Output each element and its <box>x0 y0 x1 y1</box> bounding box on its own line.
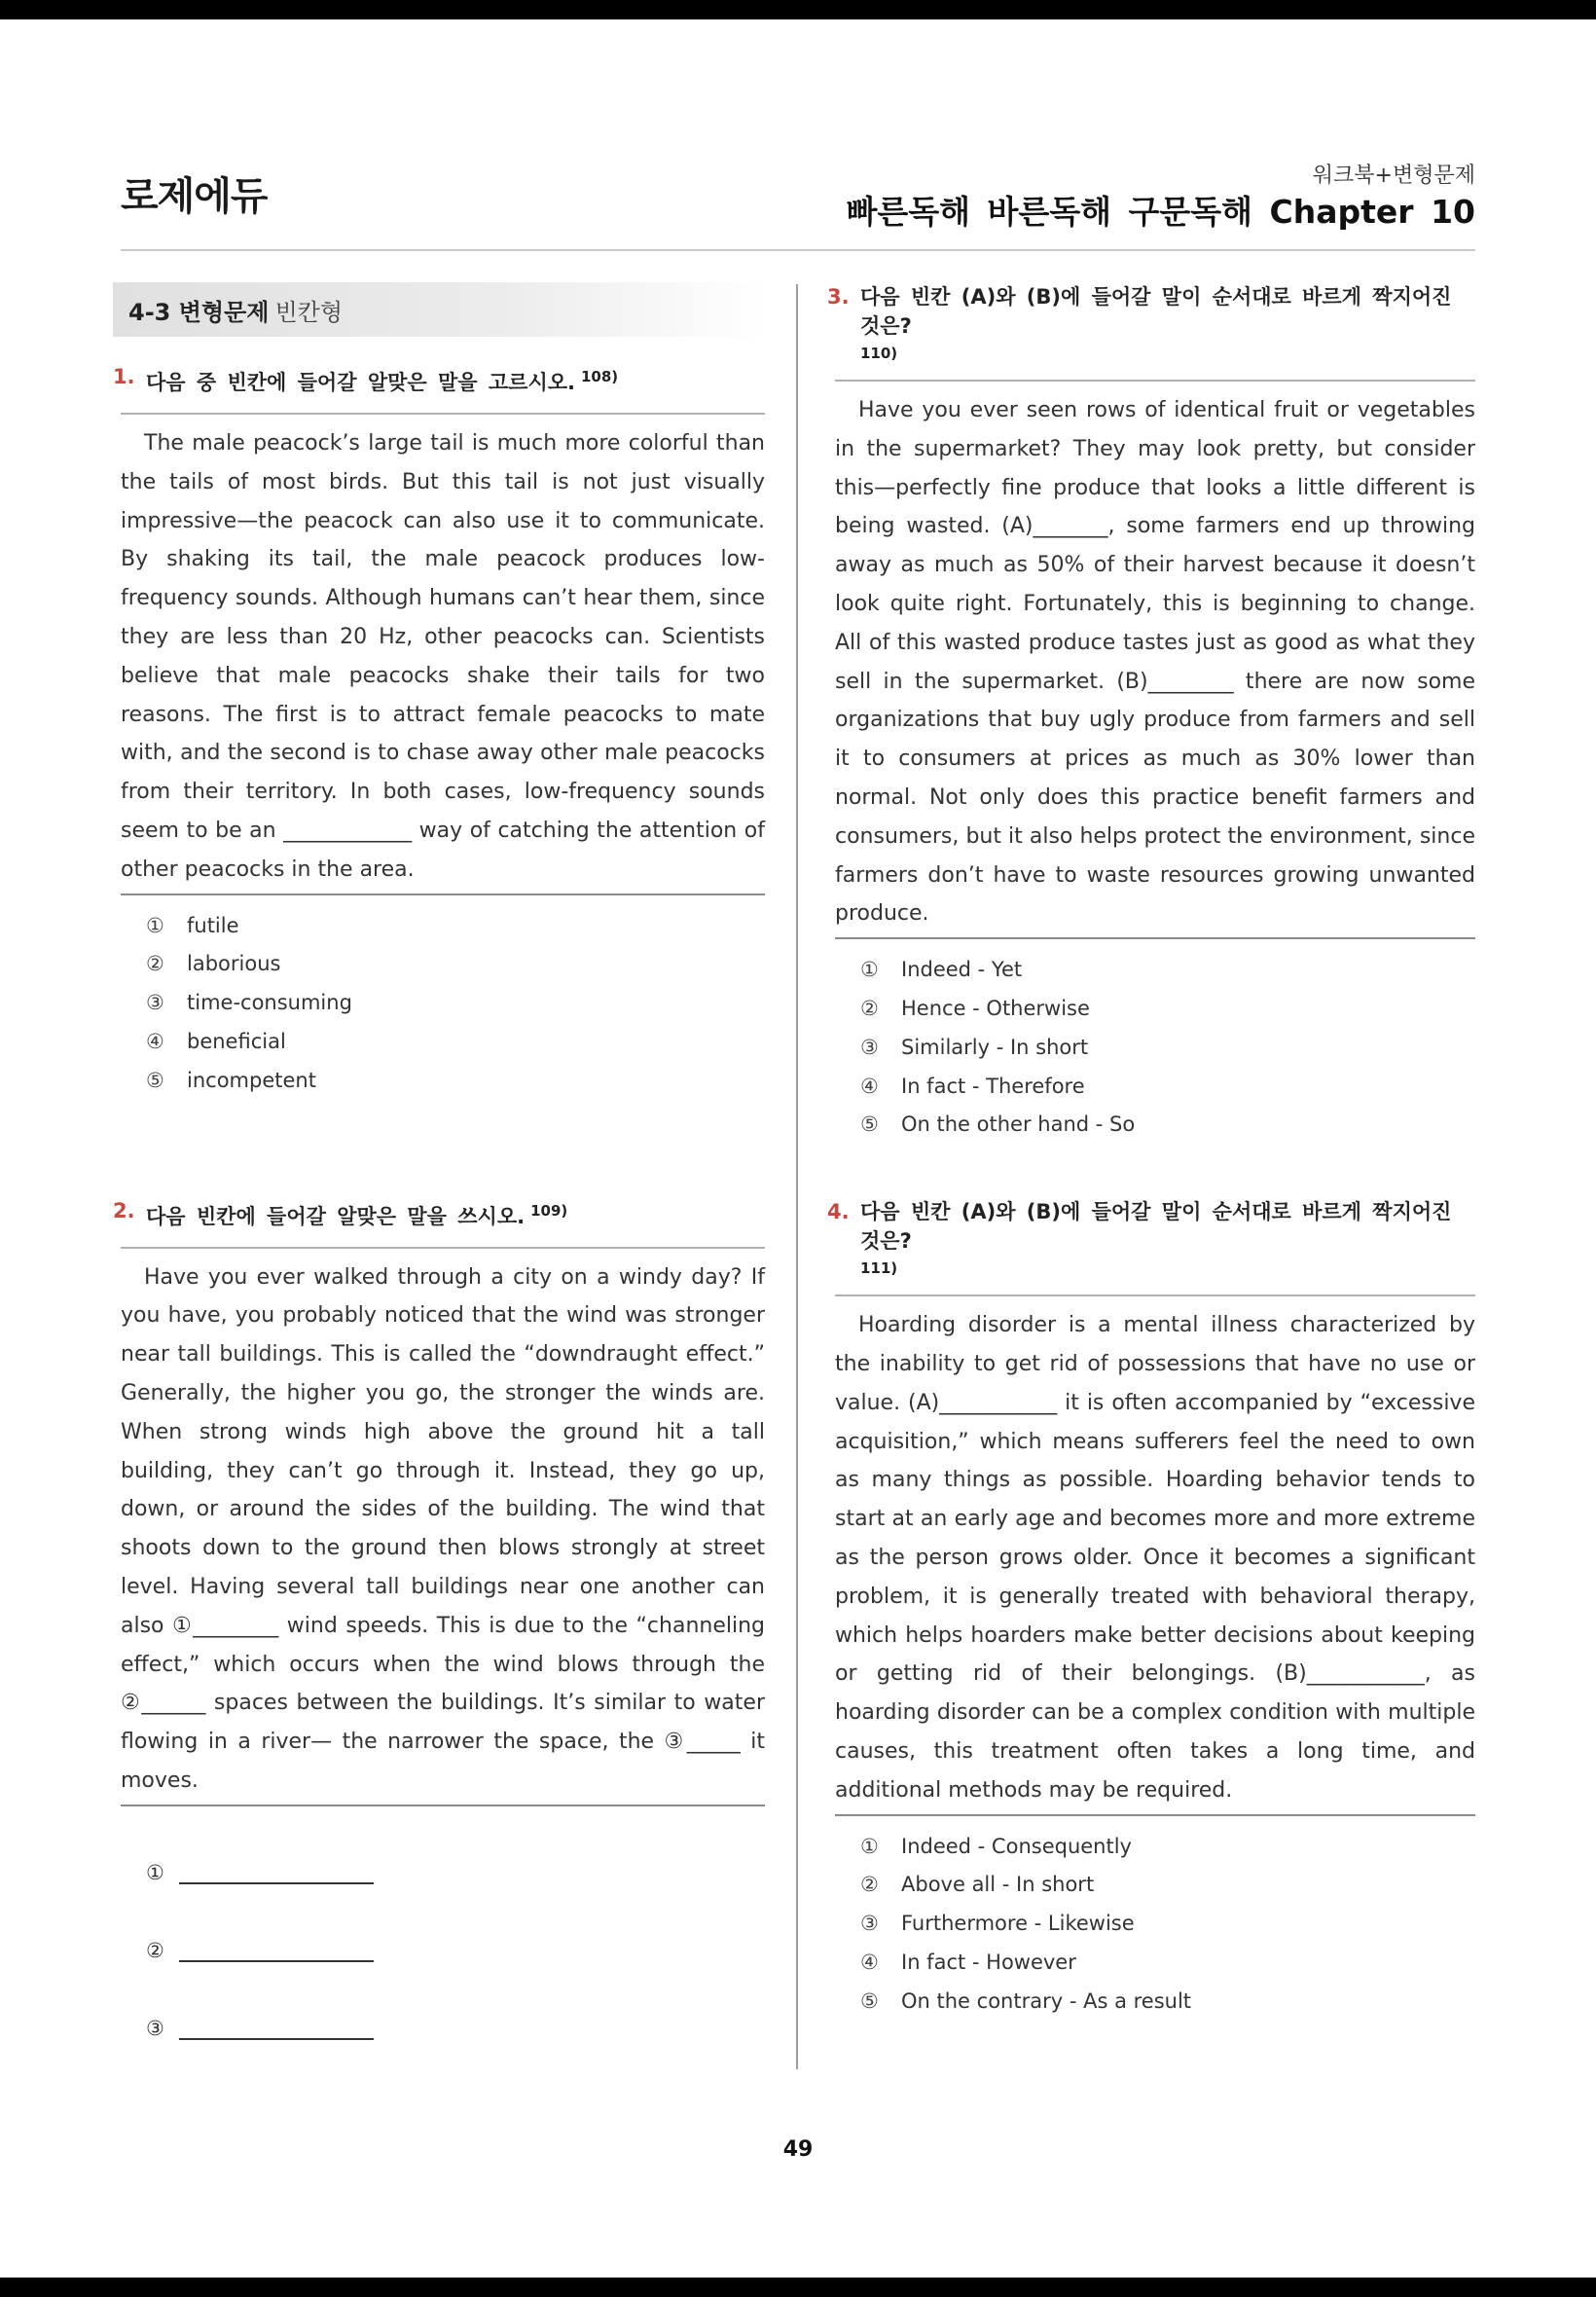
question-prompt: 다음 빈칸 (A)와 (B)에 들어갈 말이 순서대로 바르게 짝지어진 것은? <box>860 285 1452 338</box>
option-marker: ③ <box>860 1035 879 1059</box>
brand-logo-text: 로제에듀 <box>121 174 268 219</box>
section-type: 빈칸형 <box>274 298 344 326</box>
question-4 <box>827 1197 1475 2021</box>
option-text: In fact - However <box>901 1950 1076 1974</box>
option-text: Hence - Otherwise <box>901 996 1090 1020</box>
option-text: Furthermore - Likewise <box>901 1912 1135 1936</box>
option-2[interactable] <box>146 945 765 984</box>
passage-text: Have you ever walked through a city on a windy day? If you have, you probably noticed that the wind was stronger near tall buildings. This is called the “downdraught effect.” Generally, the higher you go, the stronger the winds are. When strong winds high above the ground hit a tall building, they can’t go through it. Instead, they go up, down, or around the sides of the building. The wind that shoots down to the ground then blows strongly at street level. Having several tall buildings near one another can also ①________ wind speeds. This is due to the “channeling effect,” which occurs when the wind blows through the ②______ spaces between the buildings. It’s similar to water flowing in a river— the narrower the space, the ③_____ it moves. <box>121 1264 765 1793</box>
option-text: time-consuming <box>187 991 352 1015</box>
reading-passage <box>835 1294 1475 1815</box>
question-2 <box>113 1196 765 2040</box>
question-header <box>113 1196 765 1231</box>
option-marker: ④ <box>860 1074 879 1098</box>
option-marker: ③ <box>860 1912 879 1936</box>
chapter-title: 빠른독해 바른독해 구문독해 Chapter 10 <box>846 193 1475 231</box>
answer-blank-3[interactable] <box>146 1962 765 2040</box>
option-text: incompetent <box>187 1068 316 1092</box>
option-text: laborious <box>187 952 281 976</box>
option-marker: ① <box>860 1834 879 1858</box>
option-4[interactable] <box>860 1944 1475 1983</box>
header-divider <box>121 249 1475 251</box>
footnote-marker: 110) <box>860 345 898 362</box>
footnote-marker: 109) <box>530 1201 568 1220</box>
answer-options <box>146 907 765 1101</box>
question-1 <box>113 362 765 1101</box>
option-1[interactable] <box>860 951 1475 990</box>
answer-options <box>860 1828 1475 2022</box>
option-4[interactable] <box>860 1068 1475 1107</box>
option-marker: ② <box>860 1873 879 1897</box>
option-marker: ② <box>860 996 879 1020</box>
question-number: 3. <box>827 285 850 309</box>
option-marker: ⑤ <box>860 1112 879 1137</box>
answer-blank-1[interactable] <box>146 1806 765 1884</box>
option-4[interactable] <box>146 1023 765 1062</box>
reading-passage <box>121 1247 765 1806</box>
option-marker: ⑤ <box>146 1068 164 1092</box>
question-prompt: 다음 빈칸에 들어갈 알맞은 말을 쓰시오. <box>146 1204 526 1228</box>
reading-passage <box>835 380 1475 939</box>
question-header <box>113 362 765 397</box>
option-marker: ⑤ <box>860 1988 879 2013</box>
option-text: On the other hand - So <box>901 1112 1136 1137</box>
option-2[interactable] <box>860 990 1475 1029</box>
page-number: 49 <box>782 2137 814 2162</box>
option-5[interactable] <box>146 1062 765 1101</box>
section-title: 4-3 변형문제 <box>128 298 270 326</box>
reading-passage <box>121 413 765 895</box>
workbook-subtitle: 워크북+변형문제 <box>1312 164 1475 188</box>
question-prompt: 다음 중 빈칸에 들어갈 알맞은 말을 고르시오. <box>146 371 575 394</box>
option-marker: ② <box>146 952 164 976</box>
answer-line[interactable] <box>179 1939 374 1962</box>
passage-text: The male peacock’s large tail is much more colorful than the tails of most birds. But this tail is not just visually impressive—the peacock can also use it to communicate. By shaking its tail, the male peacock produces low-frequency sounds. Although humans can’t hear them, since they are less than 20 Hz, other peacocks can. Scientists believe that male peacocks shake their tails for two reasons. The first is to attract female peacocks to mate with, and the second is to chase away other male peacocks from their territory. In both cases, low-frequency sounds seem to be an ____________ way of catching the attention of other peacocks in the area. <box>121 431 765 882</box>
option-5[interactable] <box>860 1983 1475 2022</box>
option-marker: ① <box>146 913 164 937</box>
answer-marker: ③ <box>146 2016 164 2040</box>
option-1[interactable] <box>860 1828 1475 1867</box>
option-text: futile <box>187 913 239 937</box>
option-text: Indeed - Consequently <box>901 1834 1132 1858</box>
option-text: Indeed - Yet <box>901 958 1023 982</box>
option-marker: ④ <box>860 1950 879 1974</box>
short-answer-blanks <box>146 1806 765 2040</box>
answer-line[interactable] <box>179 1861 374 1884</box>
option-3[interactable] <box>860 1029 1475 1068</box>
option-marker: ③ <box>146 991 164 1015</box>
option-text: beneficial <box>187 1029 286 1053</box>
footnote-marker: 111) <box>860 1259 898 1278</box>
answer-marker: ② <box>146 1938 164 1962</box>
question-prompt: 다음 빈칸 (A)와 (B)에 들어갈 말이 순서대로 바르게 짝지어진 것은? <box>860 1200 1452 1254</box>
option-marker: ① <box>860 958 879 982</box>
passage-text: Hoarding disorder is a mental illness characterized by the inability to get rid of possessions that have no use or value. (A)___________ it is often accompanied by “excessive acquisition,” which means sufferers feel the need to own as many things as possible. Hoarding behavior tends to start at an early age and becomes more and more extreme as the person grows older. Once it becomes a significant problem, it is generally treated with behavioral therapy, which helps hoarders make better decisions about keeping or getting rid of their belongings. (B)___________, as hoarding disorder can be a complex condition with multiple causes, this treatment often takes a long time, and additional methods may be required. <box>835 1313 1475 1803</box>
left-column <box>113 282 765 2040</box>
option-text: In fact - Therefore <box>901 1074 1085 1098</box>
bottom-border-bar <box>0 2278 1596 2297</box>
answer-marker: ① <box>146 1860 164 1884</box>
top-border-bar <box>0 0 1596 19</box>
answer-blank-2[interactable] <box>146 1884 765 1962</box>
option-3[interactable] <box>860 1905 1475 1944</box>
option-text: On the contrary - As a result <box>901 1988 1192 2013</box>
question-number: 2. <box>113 1198 135 1222</box>
question-header <box>827 282 1475 341</box>
question-number: 1. <box>113 365 135 388</box>
right-column <box>827 282 1475 2021</box>
column-divider <box>796 284 798 2069</box>
section-banner <box>113 282 765 337</box>
option-3[interactable] <box>146 984 765 1023</box>
answer-options <box>860 951 1475 1145</box>
answer-line[interactable] <box>179 2017 374 2040</box>
option-marker: ④ <box>146 1029 164 1053</box>
question-number: 4. <box>827 1200 850 1224</box>
option-1[interactable] <box>146 907 765 946</box>
question-3 <box>827 282 1475 1145</box>
footnote-marker: 108) <box>581 368 619 385</box>
question-header <box>827 1197 1475 1256</box>
option-text: Similarly - In short <box>901 1035 1089 1059</box>
passage-text: Have you ever seen rows of identical fruit or vegetables in the supermarket? They may look pretty, but consider this—perfectly fine produce that looks a little different is being wasted. (A)_______, some farmers end up throwing away as much as 50% of their harvest because it doesn’t look quite right. Fortunately, this is beginning to change. All of this wasted produce tastes just as good as what they sell in the supermarket. (B)________ there are now some organizations that buy ugly produce from farmers and sell it to consumers at prices as much as 30% lower than normal. Not only does this practice benefit farmers and consumers, but it also helps protect the environment, since farmers don’t have to waste resources growing unwanted produce. <box>835 398 1475 927</box>
option-2[interactable] <box>860 1866 1475 1905</box>
option-5[interactable] <box>860 1106 1475 1145</box>
option-text: Above all - In short <box>901 1873 1095 1897</box>
